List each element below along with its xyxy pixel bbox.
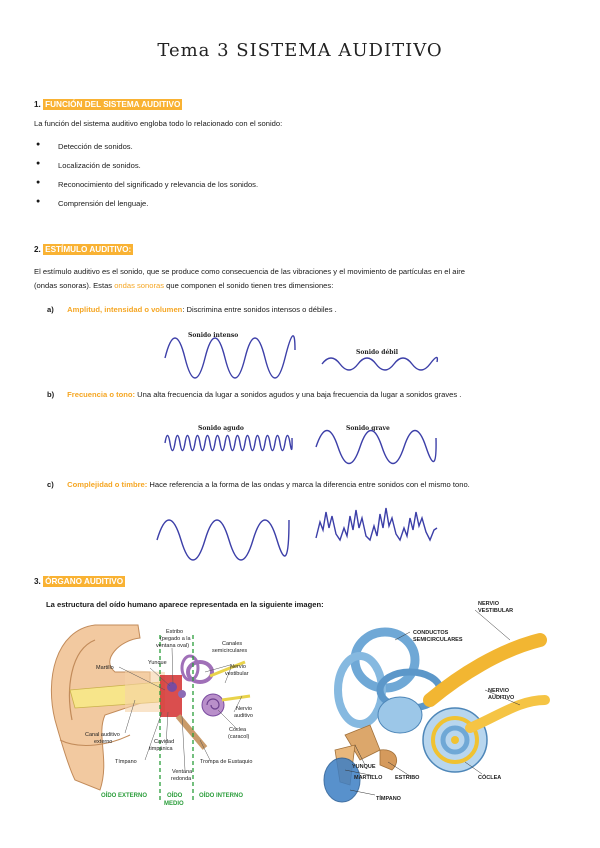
label-estribo-2: (pegado a la <box>160 636 191 642</box>
label-estribo-3: ventana oval) <box>156 643 190 649</box>
dimension-b-letter: b) <box>47 390 55 399</box>
label-estribo-r: ESTRIBO <box>395 775 420 781</box>
section-2-title: ESTÍMULO AUDITIVO: <box>45 245 132 254</box>
dimension-a-term: Amplitud, intensidad o volumen <box>67 305 183 314</box>
label-auditivo-r: AUDITIVO <box>488 695 515 701</box>
dimension-b-text: Una alta frecuencia da lugar a sonidos agudos y una baja frecuencia da lugar a sonidos graves . <box>135 390 462 399</box>
label-martillo-r: MARTILLO <box>354 775 383 781</box>
label-nervio-auditivo: NERVIO <box>488 688 509 694</box>
list-item: ● Comprensión del lenguaje. <box>34 199 258 218</box>
label-externo: externo <box>94 739 113 745</box>
label-nervio: Nervio <box>230 664 246 670</box>
label-redonda: redonda <box>171 776 192 782</box>
dimension-c-text: Hace referencia a la forma de las ondas y marca la diferencia entre sonidos con el mismo tono. <box>147 480 470 489</box>
text-span: (ondas sonoras). Estas <box>34 281 115 290</box>
wave-label-agudo: Sonido agudo <box>198 425 244 432</box>
label-cavidad: Cavidad <box>154 739 175 745</box>
section-2-line-1: El estímulo auditivo es el sonido, que se produce como consecuencia de las vibraciones y el movimiento de partículas en el aire <box>34 267 465 276</box>
section-3-intro: La estructura del oído humano aparece representada en la siguiente imagen: <box>46 600 324 609</box>
label-medio: MEDIO <box>164 801 184 807</box>
label-vestibular-r: VESTIBULAR <box>478 608 514 614</box>
section-1-title: FUNCIÓN DEL SISTEMA AUDITIVO <box>45 100 181 109</box>
label-timpanica: timpánica <box>149 746 173 752</box>
section-3-number: 3. <box>34 577 41 586</box>
label-canal: Canal auditivo <box>85 732 120 738</box>
section-1-intro: La función del sistema auditivo engloba todo lo relacionado con el sonido: <box>34 119 283 128</box>
label-oido-externo: OÍDO EXTERNO <box>101 793 148 799</box>
label-caracol: (caracol) <box>228 734 250 740</box>
label-yunque-r: YUNQUE <box>352 764 376 770</box>
dimension-c-term: Complejidad o timbre: <box>67 480 148 489</box>
label-conductos: CONDUCTOS <box>413 630 449 636</box>
label-timpano: Tímpano <box>115 759 137 765</box>
list-item: ● Detección de sonidos. <box>34 142 258 161</box>
label-coclea-r: CÓCLEA <box>478 775 502 781</box>
label-canales: Canales <box>222 641 243 647</box>
page-title: Tema 3 SISTEMA AUDITIVO <box>157 40 443 61</box>
dimension-a-letter: a) <box>47 305 54 314</box>
label-estribo: Estribo <box>166 629 184 635</box>
dimension-a-text: : Discrimina entre sonidos intensos o débiles . <box>182 305 337 314</box>
dimension-c-letter: c) <box>47 480 54 489</box>
label-trompa: Trompa de Eustaquio <box>200 759 253 765</box>
label-nervio-2: Nervio <box>236 706 252 712</box>
list-item: ● Reconocimiento del significado y relevancia de los sonidos. <box>34 180 258 199</box>
wave-label-debil: Sonido débil <box>356 349 399 356</box>
text-span: que componen el sonido tienen tres dimensiones: <box>164 281 334 290</box>
wave-label-intenso: Sonido intenso <box>188 332 239 339</box>
label-semicirculares: SEMICIRCULARES <box>413 637 463 643</box>
label-yunque: Yunque <box>148 660 167 666</box>
label-auditivo: auditivo <box>234 713 253 719</box>
dimension-b-term: Frecuencia o tono: <box>67 390 136 399</box>
label-oido: OÍDO <box>167 793 183 799</box>
label-canales-2: semicirculares <box>212 648 248 654</box>
section-2-number: 2. <box>34 245 41 254</box>
label-vestibular: vestibular <box>225 671 249 677</box>
section-1-number: 1. <box>34 100 41 109</box>
label-timpano-r: TÍMPANO <box>376 796 401 802</box>
label-coclea: Cóclea <box>229 727 247 733</box>
label-oido-interno: OÍDO INTERNO <box>199 793 244 799</box>
label-martillo: Martillo <box>96 665 114 671</box>
wave-label-grave: Sonido grave <box>346 425 390 432</box>
list-item: ● Localización de sonidos. <box>34 161 258 180</box>
label-ventana: Ventana <box>172 769 193 775</box>
section-3-title: ÓRGANO AUDITIVO <box>45 577 124 586</box>
label-nervio-vestibular: NERVIO <box>478 601 499 607</box>
highlight-term: ondas sonoras <box>114 281 165 290</box>
